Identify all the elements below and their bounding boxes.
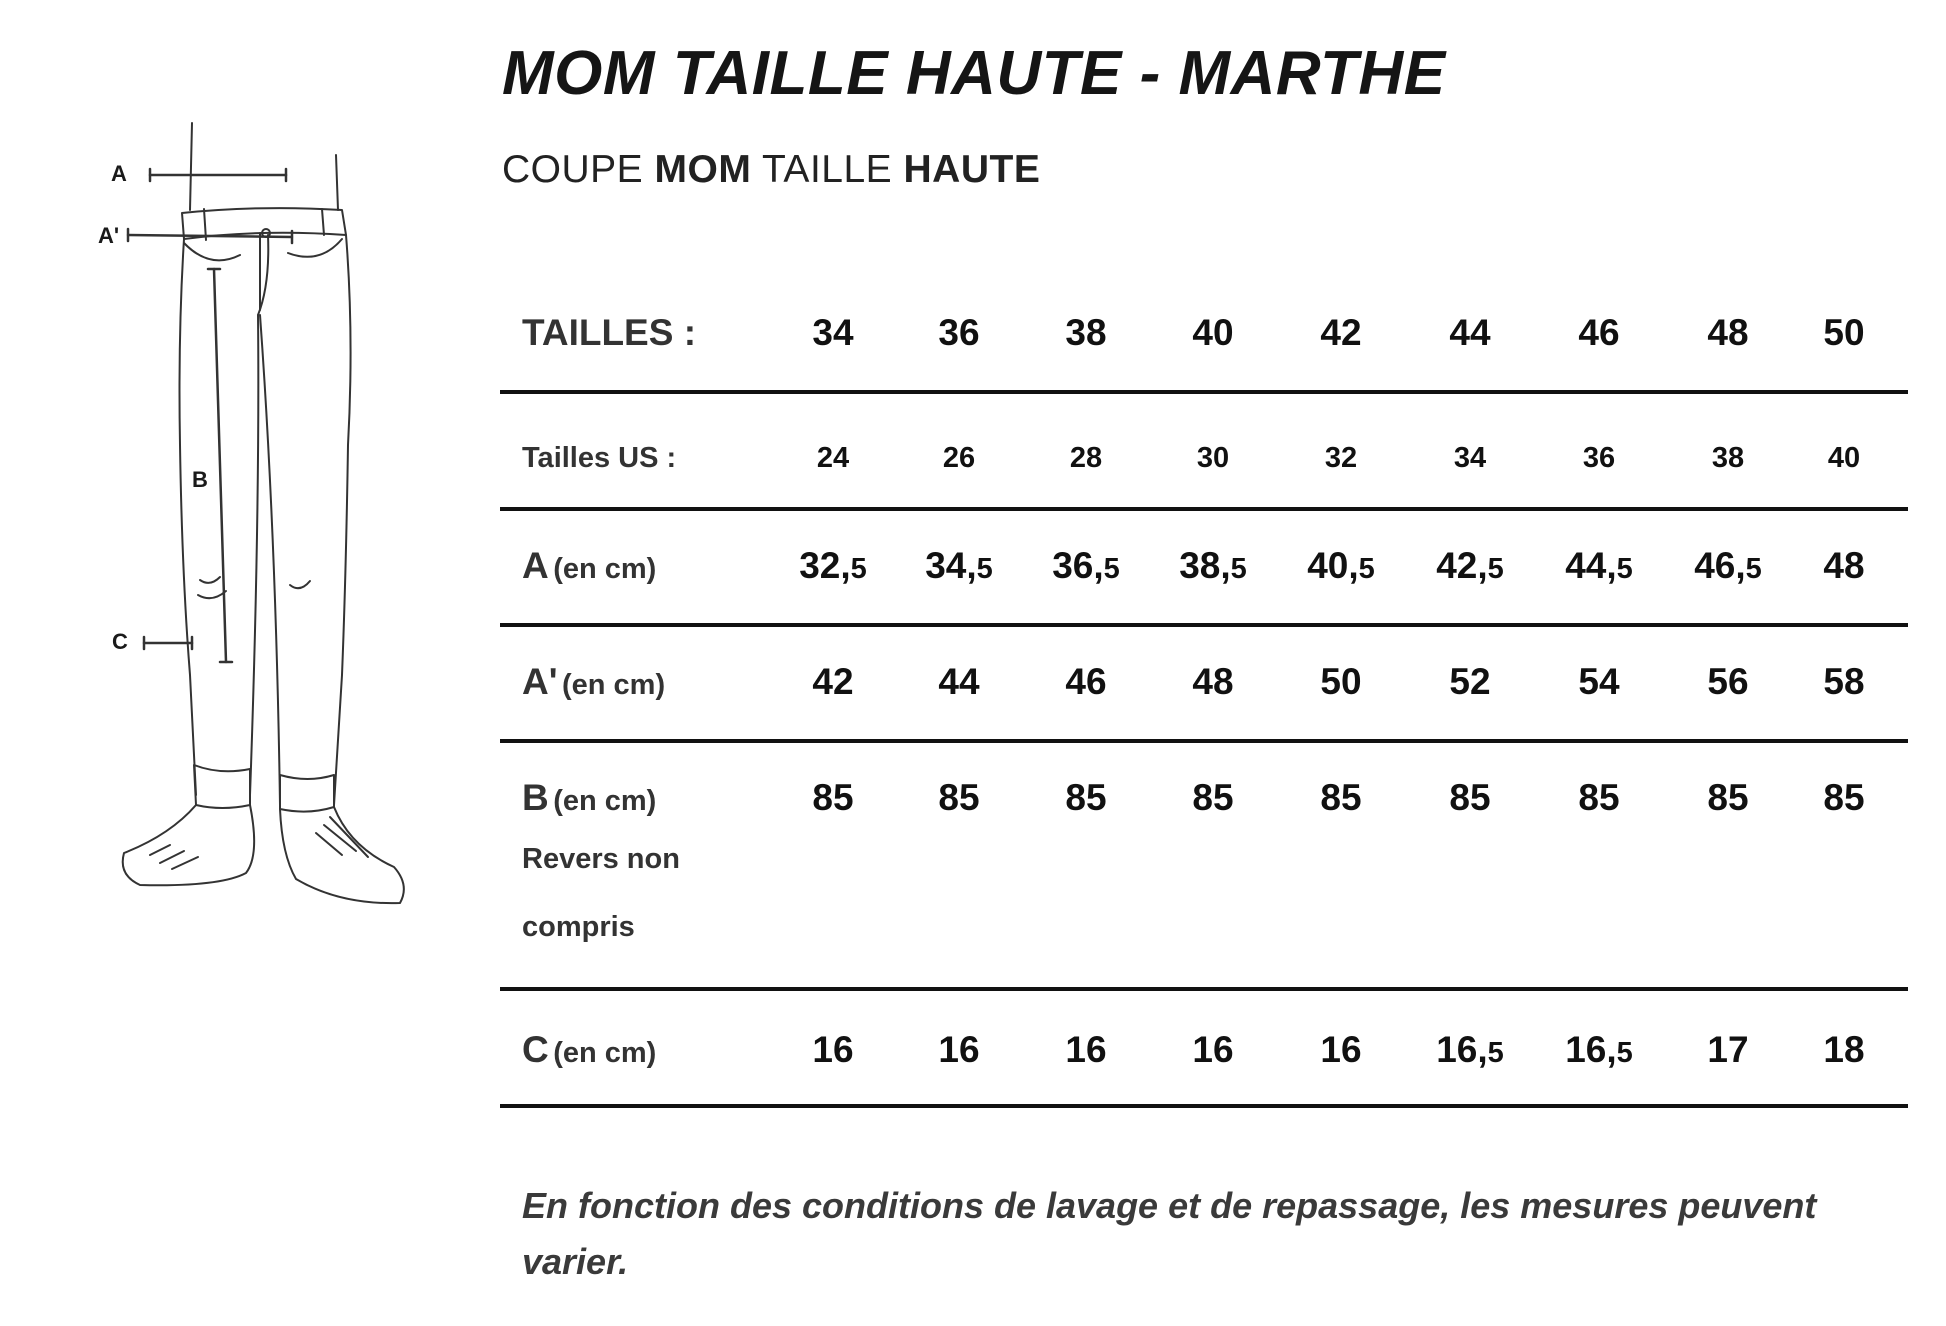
- table-cell: [896, 545, 1022, 587]
- table-cell: 50: [1320, 661, 1362, 702]
- table-cell: 46: [1065, 661, 1107, 702]
- table-cell: 85: [938, 777, 980, 818]
- marker-a-prime-label: A': [98, 223, 120, 248]
- subtitle-word: TAILLE: [762, 148, 893, 191]
- table-cell: 46: [1578, 312, 1620, 353]
- measure-letter: C: [522, 1029, 549, 1070]
- cell-value: 17: [1707, 1029, 1749, 1070]
- table-cell: [1022, 545, 1150, 587]
- cell-value: 38,: [1179, 545, 1231, 586]
- cell-value: 34,: [925, 545, 977, 586]
- size-chart-table: [500, 282, 1908, 1108]
- table-cell: 44: [1449, 312, 1491, 353]
- table-cell: [1276, 545, 1406, 587]
- table-cell: 85: [1823, 777, 1865, 818]
- table-cell: 38: [1711, 442, 1745, 474]
- cell-value: 16,: [1565, 1029, 1617, 1070]
- cell-value-decimal: 5: [1616, 1037, 1633, 1069]
- cell-value-decimal: 5: [1616, 553, 1633, 585]
- measure-letter: B: [522, 777, 549, 818]
- us-sizes-row: [500, 394, 1908, 511]
- measure-unit: (en cm): [553, 1037, 657, 1069]
- cell-value: 36,: [1052, 545, 1104, 586]
- measure-a-row-label: [500, 545, 770, 587]
- cell-value-decimal: 5: [1487, 1037, 1504, 1069]
- table-cell: 32: [1324, 442, 1358, 474]
- measure-letter: A: [522, 545, 549, 586]
- cell-value: 16: [1065, 1029, 1107, 1070]
- measure-c-row: [500, 991, 1908, 1108]
- sizes-row-label: TAILLES :: [522, 312, 697, 353]
- page-subtitle: [502, 148, 1040, 192]
- table-cell: [1022, 1029, 1150, 1071]
- table-cell: [1534, 545, 1664, 587]
- cell-value: 42,: [1436, 545, 1488, 586]
- table-cell: 38: [1065, 312, 1107, 353]
- measure-b-row: [500, 743, 1908, 991]
- table-cell: 30: [1196, 442, 1230, 474]
- cell-value-decimal: 5: [1745, 553, 1762, 585]
- measure-a-prime-row: [500, 627, 1908, 743]
- subtitle-word: COUPE: [502, 148, 644, 191]
- measure-unit: (en cm): [561, 669, 666, 701]
- table-cell: [1406, 1029, 1534, 1071]
- cell-value: 16,: [1436, 1029, 1488, 1070]
- table-cell: 36: [1582, 442, 1616, 474]
- washing-disclaimer: En fonction des conditions de lavage et de repassage, les mesures peuvent varier.: [522, 1185, 1817, 1282]
- cell-value: 16: [1192, 1029, 1234, 1070]
- page-title: MOM TAILLE HAUTE - MARTHE: [502, 39, 1446, 108]
- cell-value: 44,: [1565, 545, 1617, 586]
- table-cell: 85: [1449, 777, 1491, 818]
- cell-value-decimal: 5: [976, 553, 993, 585]
- subtitle-word-bold: MOM: [654, 148, 752, 191]
- sizes-row: [500, 282, 1908, 394]
- table-cell: [1664, 1029, 1792, 1071]
- marker-c-label: C: [112, 629, 128, 654]
- measure-b-note: compris: [522, 911, 635, 943]
- table-cell: 40: [1827, 442, 1861, 474]
- measure-unit: (en cm): [553, 785, 657, 817]
- cell-value: 16: [938, 1029, 980, 1070]
- measure-letter: A': [522, 661, 558, 702]
- us-sizes-row-label: Tailles US :: [522, 442, 677, 474]
- table-cell: [896, 1029, 1022, 1071]
- cell-value: 46,: [1694, 545, 1746, 586]
- measure-a-prime-row-label: [500, 661, 770, 703]
- table-cell: 28: [1069, 442, 1103, 474]
- table-cell: 85: [1065, 777, 1107, 818]
- cell-value: 48: [1823, 545, 1865, 586]
- table-cell: 34: [1453, 442, 1487, 474]
- cell-value-decimal: 5: [850, 553, 867, 585]
- cell-value: 18: [1823, 1029, 1865, 1070]
- table-cell: 42: [1320, 312, 1362, 353]
- table-cell: 36: [938, 312, 980, 353]
- table-cell: [1276, 1029, 1406, 1071]
- measure-unit: (en cm): [553, 553, 657, 585]
- cell-value: 40,: [1307, 545, 1359, 586]
- table-cell: [1406, 545, 1534, 587]
- table-cell: [1664, 545, 1792, 587]
- measure-a-row: [500, 511, 1908, 627]
- table-cell: 85: [1192, 777, 1234, 818]
- cell-value-decimal: 5: [1230, 553, 1247, 585]
- marker-b-label: B: [192, 467, 208, 492]
- table-cell: 58: [1823, 661, 1865, 702]
- table-cell: 52: [1449, 661, 1491, 702]
- cell-value-decimal: 5: [1487, 553, 1504, 585]
- table-cell: 50: [1823, 312, 1865, 353]
- table-cell: [1534, 1029, 1664, 1071]
- table-cell: [1150, 1029, 1276, 1071]
- subtitle-word-bold: HAUTE: [903, 148, 1041, 191]
- table-cell: 48: [1192, 661, 1234, 702]
- table-cell: 26: [942, 442, 976, 474]
- measure-b-row-label: [500, 777, 770, 961]
- table-cell: 85: [812, 777, 854, 818]
- cell-value-decimal: 5: [1103, 553, 1120, 585]
- cell-value: 16: [1320, 1029, 1362, 1070]
- table-cell: 85: [1707, 777, 1749, 818]
- table-cell: [1792, 545, 1896, 587]
- measure-c-row-label: [500, 1029, 770, 1071]
- marker-a-label: A: [111, 161, 127, 186]
- table-cell: [770, 545, 896, 587]
- table-cell: 24: [816, 442, 850, 474]
- table-cell: 40: [1192, 312, 1234, 353]
- table-cell: 48: [1707, 312, 1749, 353]
- table-cell: 85: [1320, 777, 1362, 818]
- cell-value: 32,: [799, 545, 851, 586]
- cell-value-decimal: 5: [1358, 553, 1375, 585]
- measure-b-note: Revers non: [522, 843, 680, 875]
- cell-value: 16: [812, 1029, 854, 1070]
- table-cell: 85: [1578, 777, 1620, 818]
- jeans-measurement-illustration: [98, 115, 410, 935]
- table-cell: 42: [812, 661, 854, 702]
- table-cell: 34: [812, 312, 854, 353]
- table-cell: [1792, 1029, 1896, 1071]
- table-cell: [770, 1029, 896, 1071]
- table-cell: [1150, 545, 1276, 587]
- table-cell: 54: [1578, 661, 1620, 702]
- table-cell: 56: [1707, 661, 1749, 702]
- table-cell: 44: [938, 661, 980, 702]
